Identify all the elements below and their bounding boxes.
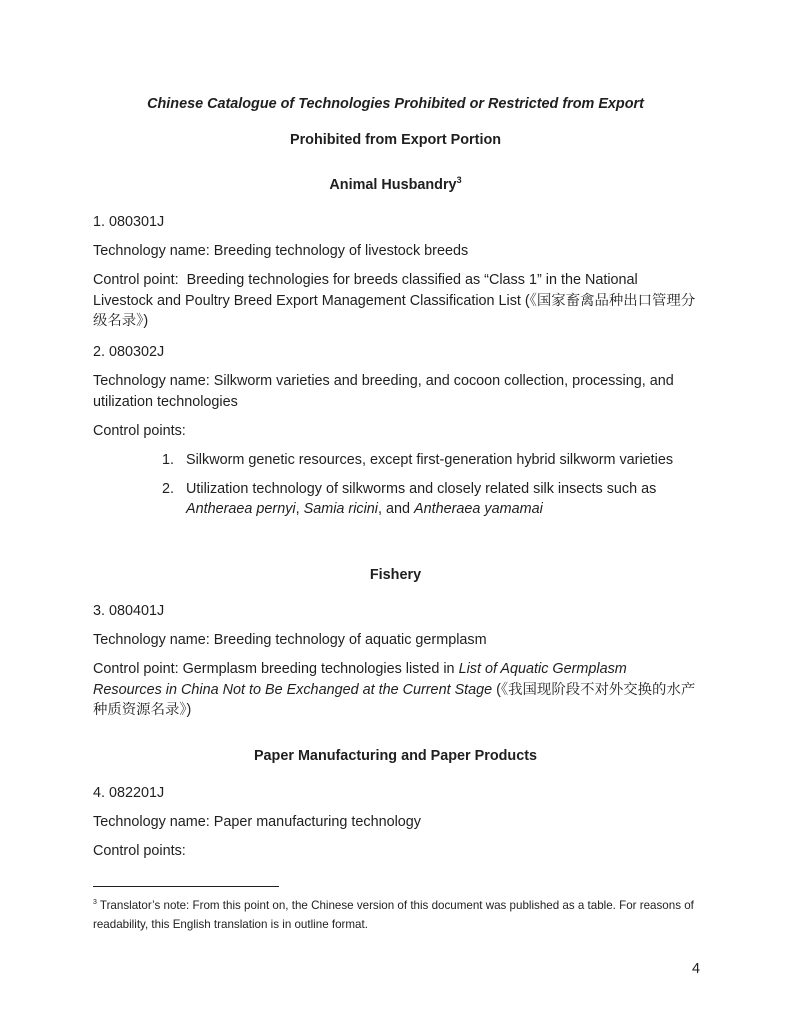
- sub-item-text: Utilization technology of silkworms and closely related silk insects such as: [186, 480, 657, 497]
- separator: , and: [377, 501, 414, 517]
- control-text: (《我国现阶段不对外交换的水产种质资源名录》): [93, 681, 696, 718]
- species-name: Antheraea yamamai: [414, 501, 543, 517]
- item-code: 080301J: [109, 214, 165, 230]
- item-code: 080302J: [109, 344, 165, 360]
- control-label: Control point:: [93, 272, 179, 288]
- item-number-code: [93, 783, 698, 804]
- control-points-label: Control points:: [93, 843, 186, 859]
- sub-item-number: 1.: [162, 452, 175, 468]
- footnote-ref: 3: [456, 175, 462, 186]
- species-name: Antheraea pernyi: [186, 501, 296, 517]
- sub-item-text: Silkworm genetic resources, except first-generation hybrid silkworm varieties: [186, 452, 674, 468]
- sub-item-number: 2.: [162, 480, 175, 497]
- sub-list-item: [162, 450, 697, 471]
- item-number-code: [93, 342, 698, 363]
- section-heading-animal-husbandry: [93, 175, 698, 196]
- control-point: [93, 270, 698, 332]
- footnote: [93, 896, 698, 934]
- tech-name: Technology name: Breeding technology of aquatic germplasm: [93, 632, 487, 648]
- item-number-code: [93, 601, 698, 622]
- item-number: 2.: [93, 344, 106, 360]
- item-code: 080401J: [109, 603, 165, 619]
- control-text: Control point: Germplasm breeding technologies listed in: [93, 661, 459, 677]
- tech-name: Technology name: Breeding technology of livestock breeds: [93, 243, 469, 259]
- section-heading-fishery: Fishery: [369, 567, 422, 583]
- section-heading-paper: Paper Manufacturing and Paper Products: [253, 748, 538, 764]
- sub-list-item: [162, 479, 697, 520]
- page-number: 4: [691, 961, 700, 977]
- portion-heading: Prohibited from Export Portion: [289, 132, 502, 148]
- footnote-divider: [93, 886, 279, 887]
- item-number-code: [93, 212, 698, 233]
- list-title: List of Aquatic Germplasm Resources in China Not to Be Exchanged at the Current Stage: [93, 661, 627, 698]
- footnote-number: 3: [93, 899, 97, 907]
- sub-list: [162, 450, 697, 520]
- item-number: 1.: [93, 214, 106, 230]
- species-name: Samia ricini: [303, 501, 378, 517]
- footnote-text: Translator’s note: From this point on, the Chinese version of this document was published as a table. For reasons of readability, this English translation is in outline format.: [93, 899, 694, 931]
- item-number: 3.: [93, 603, 106, 619]
- section-heading-text: Animal Husbandry: [329, 177, 457, 193]
- item-code: 082201J: [109, 785, 165, 801]
- tech-name: Technology name: Paper manufacturing technology: [93, 814, 421, 830]
- separator: ,: [295, 501, 304, 517]
- control-text: Breeding technologies for breeds classified as “Class 1” in the National Livestock and Poultry Breed Export Management Classification List (《国家畜禽品种出口管理分级名录》): [93, 272, 696, 329]
- item-number: 4.: [93, 785, 106, 801]
- control-points-label: Control points:: [93, 423, 186, 439]
- tech-name: Technology name: Silkworm varieties and breeding, and cocoon collection, processing, and utilization technologies: [93, 373, 674, 410]
- control-point: [93, 659, 698, 721]
- document-title: Chinese Catalogue of Technologies Prohibited or Restricted from Export: [147, 96, 644, 112]
